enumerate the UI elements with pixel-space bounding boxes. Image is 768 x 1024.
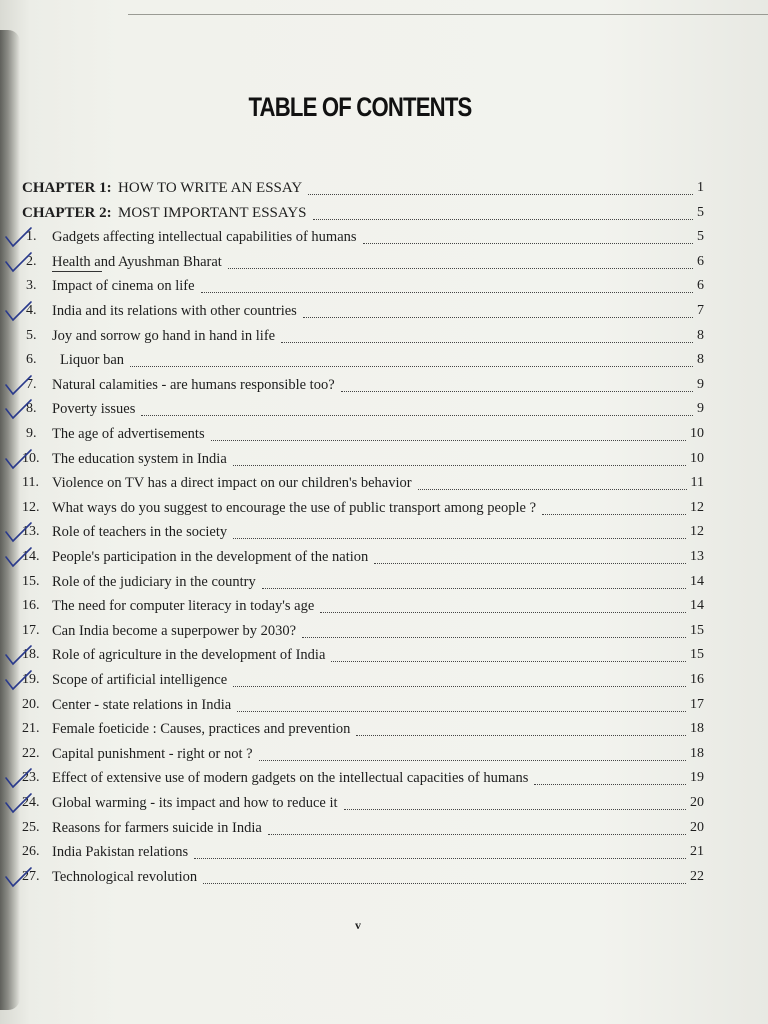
essay-row — [0, 697, 704, 719]
essay-row — [0, 229, 704, 251]
page-number: 14 — [690, 598, 704, 614]
essay-row — [0, 844, 704, 866]
page-number: 8 — [697, 327, 704, 343]
top-rule — [128, 14, 768, 15]
pen-checkmark-icon — [4, 643, 34, 667]
dot-leader — [201, 292, 693, 293]
dot-leader — [237, 711, 686, 712]
essay-row — [0, 574, 704, 596]
dot-leader — [542, 514, 686, 515]
essay-title: Effect of extensive use of modern gadgets on the intellectual capacities of humans — [52, 770, 529, 787]
essay-number: 10. — [22, 450, 40, 466]
essay-number: 20. — [22, 696, 40, 712]
essay-row — [0, 401, 704, 423]
essay-title: What ways do you suggest to encourage the use of public transport among people ? — [52, 499, 537, 516]
essay-row — [0, 278, 704, 300]
essay-number: 22. — [22, 745, 40, 761]
page-number: 21 — [690, 844, 704, 860]
essay-number: 19. — [22, 672, 40, 687]
essay-row — [0, 770, 704, 792]
essay-row — [0, 524, 704, 546]
essay-number: 3. — [26, 278, 37, 294]
essay-row — [0, 721, 704, 743]
dot-leader — [194, 858, 686, 859]
essay-row — [0, 303, 704, 325]
dot-leader — [313, 219, 693, 220]
essay-number: 15. — [22, 573, 40, 589]
dot-leader — [228, 268, 693, 269]
essay-title: Poverty issues — [52, 401, 136, 418]
essay-title: Scope of artificial intelligence — [52, 672, 228, 688]
essay-row — [0, 746, 704, 768]
page-number: 7 — [697, 303, 704, 318]
dot-leader — [302, 637, 686, 638]
essay-number: 13. — [22, 524, 40, 540]
page-number: 1 — [697, 180, 704, 195]
essay-number: 27. — [22, 868, 40, 884]
essay-row — [0, 549, 704, 571]
dot-leader — [141, 415, 693, 416]
pen-checkmark-icon — [4, 520, 34, 544]
page-number: 11 — [690, 475, 704, 491]
essay-title: Technological revolution — [52, 868, 198, 885]
essay-title: Joy and sorrow go hand in hand in life — [52, 327, 276, 344]
essay-number: 14. — [22, 549, 40, 564]
chapter-title: MOST IMPORTANT ESSAYS — [118, 204, 307, 221]
page-number: 17 — [690, 696, 704, 712]
pen-checkmark-icon — [4, 791, 34, 815]
essay-title: Violence on TV has a direct impact on our children's behavior — [52, 475, 412, 492]
pen-checkmark-icon — [4, 250, 34, 274]
page-number: 9 — [697, 376, 704, 392]
essay-row — [0, 377, 704, 399]
dot-leader — [262, 588, 686, 589]
essay-number: 9. — [26, 426, 37, 441]
essay-number: 12. — [22, 499, 40, 515]
essay-number: 7. — [26, 376, 37, 392]
essay-title: Female foeticide : Causes, practices and prevention — [52, 721, 351, 738]
essay-title: The age of advertisements — [52, 426, 205, 442]
pen-checkmark-icon — [4, 668, 34, 692]
essay-number: 2. — [26, 253, 37, 269]
essay-row — [0, 672, 704, 694]
essay-number: 24. — [22, 795, 40, 810]
dot-leader — [211, 440, 686, 441]
pen-checkmark-icon — [4, 447, 34, 471]
chapter-row — [0, 180, 704, 202]
dot-leader — [281, 342, 693, 343]
dot-leader — [363, 243, 693, 244]
dot-leader — [374, 563, 686, 564]
essay-row — [0, 795, 704, 817]
essay-row — [0, 647, 704, 669]
pen-checkmark-icon — [4, 225, 34, 249]
page-number: 20 — [690, 795, 704, 810]
dot-leader — [233, 538, 686, 539]
essay-title: Capital punishment - right or not ? — [52, 745, 253, 762]
essay-number: 4. — [26, 303, 37, 318]
essay-number: 18. — [22, 647, 40, 663]
essay-number: 5. — [26, 327, 37, 343]
essay-title: Natural calamities - are humans responsible too? — [52, 376, 335, 393]
page-number: 12 — [690, 524, 704, 540]
essay-number: 8. — [26, 401, 37, 417]
page-number: 5 — [697, 229, 704, 245]
page-number: 6 — [697, 253, 704, 269]
dot-leader — [268, 834, 686, 835]
dot-leader — [341, 391, 693, 392]
pen-checkmark-icon — [4, 865, 34, 889]
page-number: 5 — [697, 204, 704, 220]
essay-title: Reasons for farmers suicide in India — [52, 819, 262, 836]
essay-number: 21. — [22, 721, 40, 737]
page-number: 15 — [690, 622, 704, 638]
essay-title: Liquor ban — [60, 352, 125, 369]
pen-checkmark-icon — [4, 545, 34, 569]
essay-title: Role of agriculture in the development of India — [52, 647, 326, 664]
essay-row — [0, 254, 704, 276]
page-number: 16 — [690, 672, 704, 687]
dot-leader — [418, 489, 687, 490]
chapter-number: CHAPTER 1: — [22, 180, 112, 196]
essay-title: Health and Ayushman Bharat — [52, 253, 222, 270]
essay-number: 16. — [22, 598, 40, 614]
essay-title: India Pakistan relations — [52, 844, 189, 861]
essay-number: 1. — [26, 229, 37, 245]
page-number: 13 — [690, 549, 704, 564]
pen-checkmark-icon — [4, 766, 34, 790]
essay-row — [0, 352, 704, 374]
dot-leader — [130, 366, 693, 367]
page-number: 22 — [690, 868, 704, 884]
page-title: TABLE OF CONTENTS — [248, 92, 472, 122]
chapter-number: CHAPTER 2: — [22, 204, 112, 221]
dot-leader — [233, 686, 686, 687]
dot-leader — [356, 735, 686, 736]
pen-underline — [52, 271, 102, 272]
essay-row — [0, 869, 704, 891]
essay-number: 26. — [22, 844, 40, 860]
dot-leader — [331, 661, 686, 662]
pen-checkmark-icon — [4, 397, 34, 421]
essay-number: 23. — [22, 770, 40, 786]
essay-title: The need for computer literacy in today's age — [52, 598, 315, 615]
page-number: 20 — [690, 819, 704, 835]
essay-title: Impact of cinema on life — [52, 278, 195, 295]
essay-number: 6. — [26, 352, 37, 368]
essay-row — [0, 500, 704, 522]
dot-leader — [259, 760, 686, 761]
essay-row — [0, 328, 704, 350]
page-number: 18 — [690, 745, 704, 761]
dot-leader — [303, 317, 693, 318]
essay-number: 11. — [22, 475, 39, 491]
pen-checkmark-icon — [4, 373, 34, 397]
essay-title: India and its relations with other countries — [52, 303, 297, 319]
page-number: 19 — [690, 770, 704, 786]
pen-checkmark-icon — [4, 299, 34, 323]
essay-title: Role of the judiciary in the country — [52, 573, 256, 590]
dot-leader — [233, 465, 686, 466]
dot-leader — [534, 784, 686, 785]
dot-leader — [203, 883, 686, 884]
page-number: 12 — [690, 499, 704, 515]
essay-title: Gadgets affecting intellectual capabilities of humans — [52, 229, 357, 246]
chapter-row — [0, 205, 704, 227]
page-number: 14 — [690, 573, 704, 589]
essay-row — [0, 820, 704, 842]
page-number: 6 — [697, 278, 704, 294]
essay-title: Global warming - its impact and how to reduce it — [52, 795, 338, 811]
chapter-title: HOW TO WRITE AN ESSAY — [118, 180, 303, 196]
dot-leader — [344, 809, 686, 810]
page-folio: v — [355, 918, 361, 932]
essay-row — [0, 598, 704, 620]
page-number: 8 — [697, 352, 704, 368]
essay-number: 25. — [22, 819, 40, 835]
page-number: 18 — [690, 721, 704, 737]
page-number: 9 — [697, 401, 704, 417]
essay-row — [0, 623, 704, 645]
dot-leader — [320, 612, 686, 613]
page-number: 10 — [690, 450, 704, 466]
essay-title: Center - state relations in India — [52, 696, 232, 713]
essay-row — [0, 451, 704, 473]
essay-title: People's participation in the development of the nation — [52, 549, 369, 565]
essay-row — [0, 475, 704, 497]
page-number: 15 — [690, 647, 704, 663]
page-number: 10 — [690, 426, 704, 441]
essay-row — [0, 426, 704, 448]
essay-title: Role of teachers in the society — [52, 524, 228, 541]
essay-number: 17. — [22, 622, 40, 638]
essay-title: The education system in India — [52, 450, 227, 467]
essay-title: Can India become a superpower by 2030? — [52, 622, 297, 639]
dot-leader — [308, 194, 693, 195]
